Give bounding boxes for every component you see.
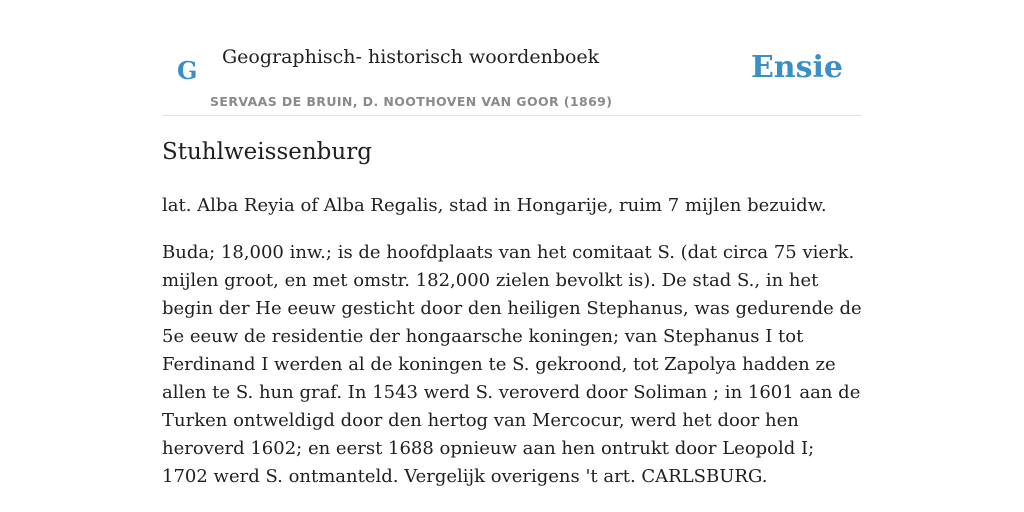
site-logo[interactable]: Ensie [750,50,843,85]
dictionary-logo[interactable]: G [177,56,198,85]
entry-paragraph: Buda; 18,000 inw.; is de hoofdplaats van het comitaat S. (dat circa 75 vierk. mijlen groot, en met omstr. 182,000 zielen bevolkt is). De stad S., in het begin der He eeuw gesticht door den heiligen Stephanus, was gedurende de 5e eeuw de residentie der hongaarsche koningen; van Stephanus I tot Ferdinand I werden al de koningen te S. gekroond, tot Zapolya hadden ze allen te S. hun graf. In 1543 werd S. veroverd door Soliman ; in 1601 aan de Turken ontweldigd door den hertog van Mercocur, werd het door hen heroverd 1602; en eerst 1688 opnieuw aan hen ontrukt door Leopold I; 1702 werd S. ontmanteld. Vergelijk overigens 't art. CARLSBURG. [162,242,862,487]
entry-headword: Stuhlweissenburg [162,139,372,165]
dictionary-header [162,36,862,116]
dictionary-title[interactable]: Geographisch- historisch woordenboek [222,46,600,68]
entry-paragraph: lat. Alba Reyia of Alba Regalis, stad in Hongarije, ruim 7 mijlen bezuidw. [162,195,827,216]
dictionary-authors: SERVAAS DE BRUIN, D. NOOTHOVEN VAN GOOR (1869) [210,94,613,109]
